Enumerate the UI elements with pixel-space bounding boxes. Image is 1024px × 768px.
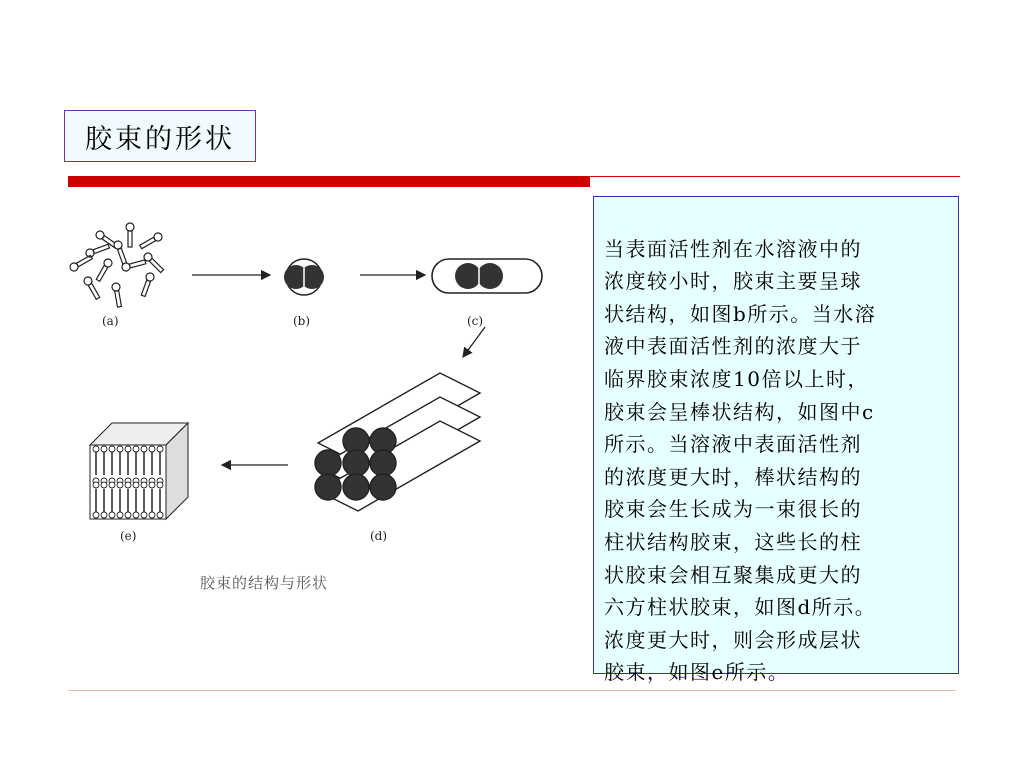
body-line: 浓度更大时，则会形成层状	[604, 627, 862, 652]
spherical-micelle	[284, 259, 324, 295]
body-line: 胶束会呈棒状结构，如图中c	[604, 399, 875, 424]
body-line: 状胶束会相互聚集成更大的	[604, 562, 862, 587]
lamellar-micelles	[90, 423, 188, 519]
title-accent-line	[590, 176, 960, 177]
label-b: (b)	[293, 314, 311, 328]
description-textbox	[593, 196, 959, 685]
label-d: (d)	[370, 529, 388, 543]
arrow-c-to-d	[463, 327, 485, 357]
body-line: 的浓度更大时，棒状结构的	[604, 464, 862, 489]
free-surfactant-molecules	[69, 223, 165, 307]
body-line: 柱状结构胶束，这些长的柱	[604, 529, 862, 554]
label-a: (a)	[102, 314, 119, 328]
label-e: (e)	[120, 529, 137, 543]
slide-title: 胶束的形状	[64, 110, 256, 162]
body-line: 胶束，如图e所示。	[604, 660, 790, 685]
title-accent-bar	[68, 176, 590, 187]
hexagonal-columnar-micelles	[315, 373, 480, 511]
body-line: 胶束会生长成为一束很长的	[604, 497, 862, 522]
body-line: 所示。当溶液中表面活性剂	[604, 432, 862, 457]
footer-divider	[68, 690, 956, 691]
body-line: 临界胶束浓度10倍以上时，	[604, 366, 869, 391]
micelle-shapes-figure	[60, 205, 560, 555]
rod-micelle	[432, 259, 542, 293]
label-c: (c)	[467, 314, 484, 328]
figure-caption: 胶束的结构与形状	[200, 574, 329, 592]
body-line: 液中表面活性剂的浓度大于	[604, 334, 862, 359]
body-line: 浓度较小时，胶束主要呈球	[604, 269, 862, 294]
body-line: 状结构，如图b所示。当水溶	[604, 301, 877, 326]
body-line: 六方柱状胶束，如图d所示。	[604, 595, 877, 620]
body-line: 当表面活性剂在水溶液中的	[604, 236, 862, 261]
